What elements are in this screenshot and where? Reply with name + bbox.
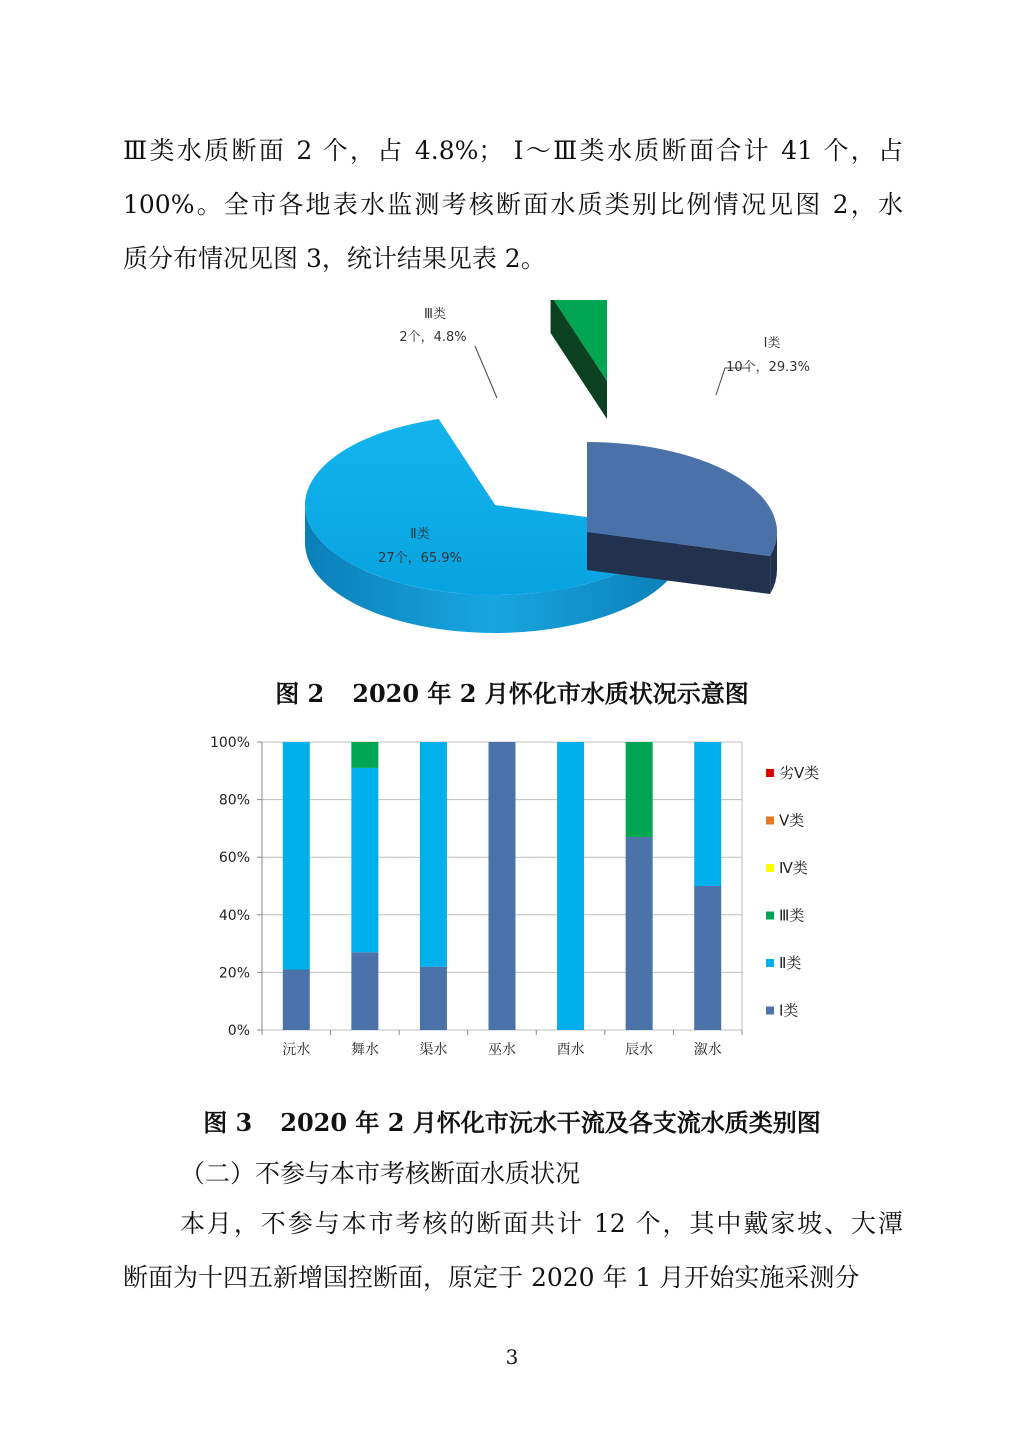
y-tick-label: 100%	[209, 735, 250, 751]
pie-label-class1	[716, 335, 810, 395]
bar-segment	[283, 742, 310, 970]
legend-item	[766, 812, 804, 830]
y-tick-label: 60%	[218, 850, 250, 867]
pie-chart	[290, 300, 850, 645]
bar-segment	[694, 742, 721, 886]
bar-segment	[694, 886, 721, 1030]
x-tick-label: 辰水	[625, 1042, 654, 1058]
bar-segment	[283, 970, 310, 1030]
paragraph-1-line-3: 质分布情况见图 3，统计结果见表 2。	[123, 244, 546, 273]
pie-label-class3	[399, 306, 497, 398]
bar-segment	[420, 967, 447, 1030]
bar-segment	[351, 742, 378, 768]
legend-item	[766, 1002, 798, 1020]
bar-segment	[420, 742, 447, 967]
pie-label-class2-name: Ⅱ类	[410, 527, 430, 542]
y-tick-label: 40%	[218, 907, 250, 924]
legend-swatch	[766, 769, 774, 777]
page-number: 3	[505, 1345, 519, 1369]
paragraph-1-line-2: 100%。全市各地表水监测考核断面水质类别比例情况见图 2，水	[123, 190, 903, 219]
x-tick-label: 溆水	[693, 1042, 722, 1058]
paragraph-2	[123, 1197, 903, 1305]
bar-segment	[557, 742, 584, 1030]
figure-3-caption	[0, 1103, 1024, 1138]
legend-label: Ⅲ类	[779, 906, 805, 925]
pie-label-class3-value: 2个，4.8%	[399, 330, 467, 345]
bar-segment	[489, 742, 516, 1030]
x-tick-label: 巫水	[488, 1042, 516, 1058]
legend-label: Ⅱ类	[779, 954, 802, 972]
legend-swatch	[766, 1007, 774, 1015]
y-tick-label: 20%	[218, 965, 250, 982]
paragraph-2-line-2: 断面为十四五新增国控断面，原定于 2020 年 1 月开始实施采测分	[123, 1263, 860, 1292]
pie-slice-class1	[587, 442, 777, 594]
pie-slices	[305, 300, 777, 633]
x-tick-label: 酉水	[556, 1042, 585, 1058]
bar-segment	[626, 837, 653, 1030]
figure-3-number: 图 3	[203, 1108, 253, 1137]
x-tick-label: 沅水	[282, 1042, 311, 1058]
bar-legend	[766, 764, 819, 1020]
paragraph-1	[123, 124, 903, 286]
pie-label-class1-value: 10个，29.3%	[726, 360, 810, 375]
bar-segment	[351, 952, 378, 1030]
pie-label-class3-name: Ⅲ类	[424, 307, 446, 322]
bar-bars	[283, 742, 721, 1030]
legend-label: 劣Ⅴ类	[779, 764, 820, 782]
legend-item	[766, 859, 808, 877]
bar-y-tick-labels	[210, 735, 250, 1039]
y-tick-label: 80%	[218, 792, 250, 809]
legend-swatch	[766, 959, 774, 967]
legend-swatch	[766, 912, 774, 920]
bar-segment	[351, 768, 378, 952]
pie-label-class2-value: 27个，65.9%	[378, 551, 462, 566]
legend-label: Ⅳ类	[779, 859, 808, 877]
legend-swatch	[766, 817, 774, 825]
figure-2-number: 图 2	[275, 679, 325, 708]
pie-label-class1-name: Ⅰ类	[763, 336, 781, 351]
bar-segment	[626, 742, 653, 837]
legend-label: Ⅴ类	[779, 811, 805, 830]
legend-item	[766, 954, 801, 972]
paragraph-1-line-1: Ⅲ类水质断面 2 个，占 4.8%； Ⅰ～Ⅲ类水质断面合计 41 个，占	[123, 136, 903, 165]
figure-2-caption	[0, 674, 1024, 709]
legend-item	[766, 764, 819, 782]
section-heading: （二）不参与本市考核断面水质状况	[180, 1159, 581, 1188]
stacked-bar-chart	[200, 728, 850, 1073]
figure-2-title: 2020 年 2 月怀化市水质状况示意图	[352, 679, 749, 708]
bar-x-tick-labels	[282, 1041, 721, 1058]
y-tick-label: 0%	[227, 1023, 250, 1039]
x-tick-label: 渠水	[419, 1042, 448, 1058]
pie-slice-class3	[551, 300, 607, 419]
legend-item	[766, 907, 804, 925]
legend-swatch	[766, 864, 774, 872]
legend-label: Ⅰ类	[779, 1001, 799, 1020]
paragraph-2-line-1: 本月，不参与本市考核的断面共计 12 个，其中戴家坡、大潭	[180, 1209, 903, 1238]
x-tick-label: 舞水	[350, 1042, 379, 1058]
figure-3-title: 2020 年 2 月怀化市沅水干流及各支流水质类别图	[280, 1108, 821, 1137]
